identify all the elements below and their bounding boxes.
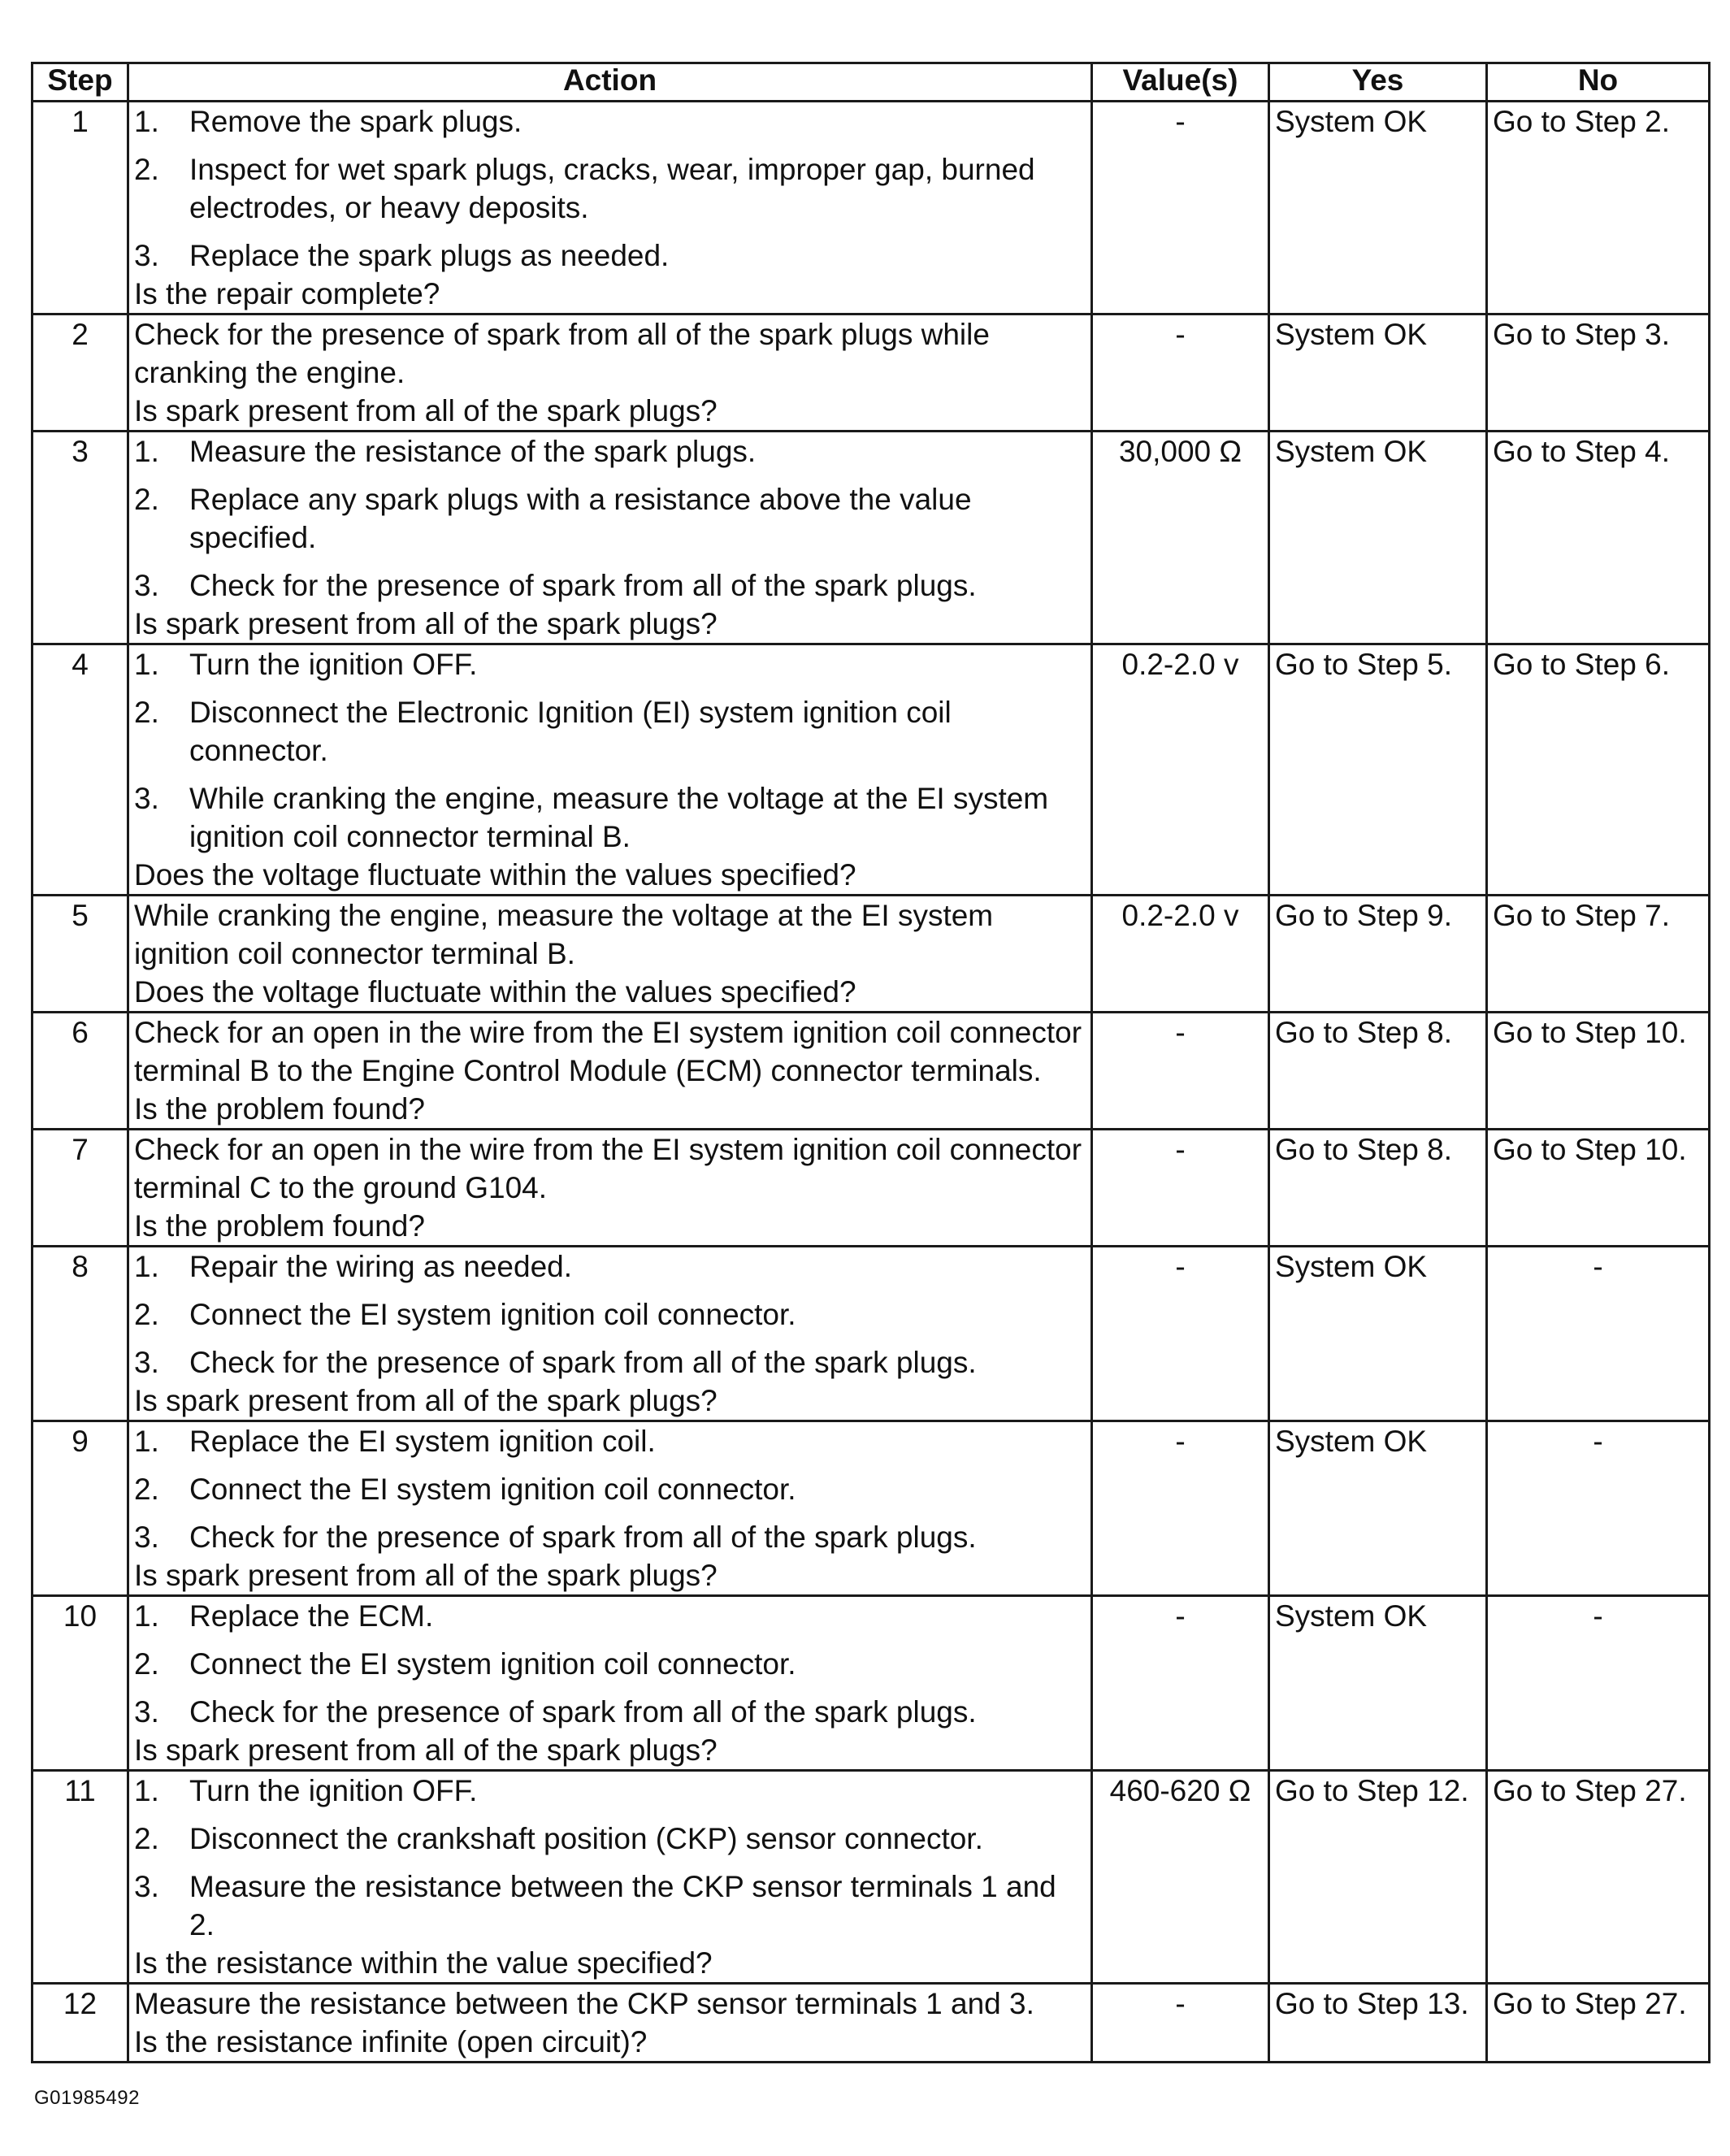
action-text-line: Is spark present from all of the spark plugs? <box>134 1559 718 1592</box>
table-header <box>33 63 1710 102</box>
substep-text: Turn the ignition OFF. <box>189 1774 478 1807</box>
substep-number: 1. <box>134 1599 159 1633</box>
action-text-line: Measure the resistance between the CKP sensor terminals 1 and 3. <box>134 1987 1034 2020</box>
diagnostic-table <box>31 62 1710 2063</box>
no-cell: Go to Step 7. <box>1487 896 1710 1013</box>
header-no: No <box>1487 63 1710 102</box>
header-step: Step <box>33 63 128 102</box>
yes-cell: System OK <box>1269 1421 1487 1596</box>
table-row <box>33 1247 1710 1421</box>
action-substep <box>134 236 1086 275</box>
substep-number: 3. <box>134 239 159 272</box>
step-number: 8 <box>33 1247 128 1421</box>
table-row <box>33 1013 1710 1130</box>
action-cell <box>128 102 1092 315</box>
substep-text: Turn the ignition OFF. <box>189 648 478 681</box>
action-cell <box>128 1130 1092 1247</box>
step-number: 2 <box>33 315 128 432</box>
action-substep <box>134 1693 1086 1731</box>
substep-text: Check for the presence of spark from all of the spark plugs. <box>189 569 977 602</box>
substep-text: Measure the resistance between the CKP sensor terminals 1 and 2. <box>189 1870 1056 1941</box>
action-substep <box>134 150 1086 227</box>
action-text-line: Is the resistance within the value specified? <box>134 1946 713 1980</box>
value-cell: - <box>1092 102 1269 315</box>
substep-text: Replace the ECM. <box>189 1599 434 1633</box>
substep-text: Replace the EI system ignition coil. <box>189 1425 656 1458</box>
substep-number: 1. <box>134 105 159 138</box>
table-row <box>33 1421 1710 1596</box>
substep-text: Connect the EI system ignition coil connector. <box>189 1298 796 1331</box>
action-substep <box>134 102 1086 141</box>
step-number: 1 <box>33 102 128 315</box>
substep-text: Remove the spark plugs. <box>189 105 522 138</box>
table-row <box>33 315 1710 432</box>
no-cell: Go to Step 10. <box>1487 1013 1710 1130</box>
no-cell: - <box>1487 1421 1710 1596</box>
yes-cell: System OK <box>1269 1596 1487 1771</box>
header-action: Action <box>128 63 1092 102</box>
substep-number: 1. <box>134 435 159 468</box>
value-cell: 0.2-2.0 v <box>1092 644 1269 896</box>
action-substep <box>134 645 1086 683</box>
substep-number: 2. <box>134 483 159 516</box>
value-cell: 30,000 Ω <box>1092 432 1269 644</box>
substep-number: 2. <box>134 1647 159 1681</box>
value-cell: - <box>1092 1596 1269 1771</box>
action-cell <box>128 1771 1092 1984</box>
yes-cell: Go to Step 12. <box>1269 1771 1487 1984</box>
value-cell: - <box>1092 1013 1269 1130</box>
action-text-line: Does the voltage fluctuate within the values specified? <box>134 858 856 891</box>
action-text-line: Is spark present from all of the spark plugs? <box>134 394 718 427</box>
step-number: 10 <box>33 1596 128 1771</box>
substep-number: 3. <box>134 1520 159 1554</box>
substep-text: Connect the EI system ignition coil connector. <box>189 1473 796 1506</box>
substep-text: Inspect for wet spark plugs, cracks, wear, improper gap, burned electrodes, or heavy deposits. <box>189 153 1035 224</box>
substep-number: 1. <box>134 648 159 681</box>
action-substep <box>134 432 1086 471</box>
action-cell <box>128 315 1092 432</box>
action-substep <box>134 1820 1086 1858</box>
step-number: 6 <box>33 1013 128 1130</box>
action-substep <box>134 779 1086 856</box>
action-text-line: Is the problem found? <box>134 1209 425 1243</box>
yes-cell: Go to Step 9. <box>1269 896 1487 1013</box>
no-cell: Go to Step 6. <box>1487 644 1710 896</box>
substep-text: Replace the spark plugs as needed. <box>189 239 670 272</box>
value-cell: 0.2-2.0 v <box>1092 896 1269 1013</box>
action-cell <box>128 1984 1092 2063</box>
table-row <box>33 644 1710 896</box>
no-cell: Go to Step 27. <box>1487 1771 1710 1984</box>
substep-number: 1. <box>134 1250 159 1283</box>
action-substep <box>134 1343 1086 1382</box>
step-number: 7 <box>33 1130 128 1247</box>
value-cell: - <box>1092 1247 1269 1421</box>
step-number: 9 <box>33 1421 128 1596</box>
substep-number: 3. <box>134 782 159 815</box>
value-cell: - <box>1092 1130 1269 1247</box>
value-cell: 460-620 Ω <box>1092 1771 1269 1984</box>
no-cell: Go to Step 3. <box>1487 315 1710 432</box>
action-text-line: Is the problem found? <box>134 1092 425 1126</box>
step-number: 3 <box>33 432 128 644</box>
action-text-line: Is spark present from all of the spark plugs? <box>134 1733 718 1767</box>
yes-cell: System OK <box>1269 1247 1487 1421</box>
substep-number: 1. <box>134 1425 159 1458</box>
yes-cell: System OK <box>1269 432 1487 644</box>
header-row <box>33 63 1710 102</box>
substep-text: Connect the EI system ignition coil connector. <box>189 1647 796 1681</box>
action-substep <box>134 480 1086 557</box>
action-cell <box>128 1596 1092 1771</box>
action-text-line: Is spark present from all of the spark plugs? <box>134 1384 718 1417</box>
table-row <box>33 896 1710 1013</box>
substep-number: 2. <box>134 1822 159 1855</box>
diagnostic-sheet <box>31 62 1710 2063</box>
action-text-line: Check for an open in the wire from the EI system ignition coil connector terminal B to the Engine Control Module (ECM) connector terminals. <box>134 1016 1082 1087</box>
no-cell: Go to Step 10. <box>1487 1130 1710 1247</box>
substep-text: Measure the resistance of the spark plugs. <box>189 435 757 468</box>
action-substep <box>134 1772 1086 1810</box>
action-cell <box>128 432 1092 644</box>
substep-number: 1. <box>134 1774 159 1807</box>
substep-number: 3. <box>134 1346 159 1379</box>
substep-number: 3. <box>134 1695 159 1729</box>
table-row <box>33 102 1710 315</box>
table-row <box>33 1596 1710 1771</box>
action-cell <box>128 644 1092 896</box>
no-cell: Go to Step 4. <box>1487 432 1710 644</box>
substep-text: Check for the presence of spark from all of the spark plugs. <box>189 1695 977 1729</box>
action-text-line: Is spark present from all of the spark plugs? <box>134 607 718 640</box>
action-cell <box>128 1013 1092 1130</box>
yes-cell: Go to Step 8. <box>1269 1013 1487 1130</box>
substep-number: 3. <box>134 569 159 602</box>
substep-text: Repair the wiring as needed. <box>189 1250 573 1283</box>
value-cell: - <box>1092 1984 1269 2063</box>
substep-number: 3. <box>134 1870 159 1903</box>
action-text-line: While cranking the engine, measure the voltage at the EI system ignition coil connector terminal B. <box>134 899 994 970</box>
step-number: 5 <box>33 896 128 1013</box>
action-substep <box>134 1597 1086 1635</box>
substep-text: Disconnect the Electronic Ignition (EI) system ignition coil connector. <box>189 696 952 767</box>
no-cell: Go to Step 2. <box>1487 102 1710 315</box>
substep-text: While cranking the engine, measure the voltage at the EI system ignition coil connector terminal B. <box>189 782 1049 853</box>
action-text-line: Check for an open in the wire from the EI system ignition coil connector terminal C to the ground G104. <box>134 1133 1082 1204</box>
figure-id: G01985492 <box>34 2087 140 2109</box>
action-substep <box>134 1295 1086 1334</box>
substep-text: Check for the presence of spark from all of the spark plugs. <box>189 1346 977 1379</box>
yes-cell: System OK <box>1269 102 1487 315</box>
action-text-line: Is the repair complete? <box>134 277 440 310</box>
substep-text: Replace any spark plugs with a resistance above the value specified. <box>189 483 972 554</box>
action-substep <box>134 566 1086 605</box>
table-row <box>33 1771 1710 1984</box>
substep-text: Disconnect the crankshaft position (CKP) sensor connector. <box>189 1822 983 1855</box>
action-substep <box>134 1645 1086 1683</box>
substep-number: 2. <box>134 1473 159 1506</box>
table-body <box>33 102 1710 2063</box>
table-row <box>33 432 1710 644</box>
no-cell: Go to Step 27. <box>1487 1984 1710 2063</box>
action-text-line: Does the voltage fluctuate within the values specified? <box>134 975 856 1009</box>
action-text-line: Is the resistance infinite (open circuit)? <box>134 2025 648 2058</box>
substep-number: 2. <box>134 1298 159 1331</box>
action-substep <box>134 1868 1086 1944</box>
substep-number: 2. <box>134 153 159 186</box>
action-substep <box>134 1422 1086 1460</box>
action-substep <box>134 1470 1086 1508</box>
substep-text: Check for the presence of spark from all of the spark plugs. <box>189 1520 977 1554</box>
action-substep <box>134 1247 1086 1286</box>
header-yes: Yes <box>1269 63 1487 102</box>
action-cell <box>128 896 1092 1013</box>
value-cell: - <box>1092 315 1269 432</box>
no-cell: - <box>1487 1247 1710 1421</box>
yes-cell: Go to Step 5. <box>1269 644 1487 896</box>
yes-cell: Go to Step 13. <box>1269 1984 1487 2063</box>
action-cell <box>128 1421 1092 1596</box>
step-number: 12 <box>33 1984 128 2063</box>
action-substep <box>134 693 1086 770</box>
no-cell: - <box>1487 1596 1710 1771</box>
action-text-line: Check for the presence of spark from all of the spark plugs while cranking the engine. <box>134 318 990 389</box>
substep-number: 2. <box>134 696 159 729</box>
table-row <box>33 1130 1710 1247</box>
step-number: 11 <box>33 1771 128 1984</box>
yes-cell: System OK <box>1269 315 1487 432</box>
yes-cell: Go to Step 8. <box>1269 1130 1487 1247</box>
header-values: Value(s) <box>1092 63 1269 102</box>
action-cell <box>128 1247 1092 1421</box>
value-cell: - <box>1092 1421 1269 1596</box>
step-number: 4 <box>33 644 128 896</box>
table-row <box>33 1984 1710 2063</box>
action-substep <box>134 1518 1086 1556</box>
